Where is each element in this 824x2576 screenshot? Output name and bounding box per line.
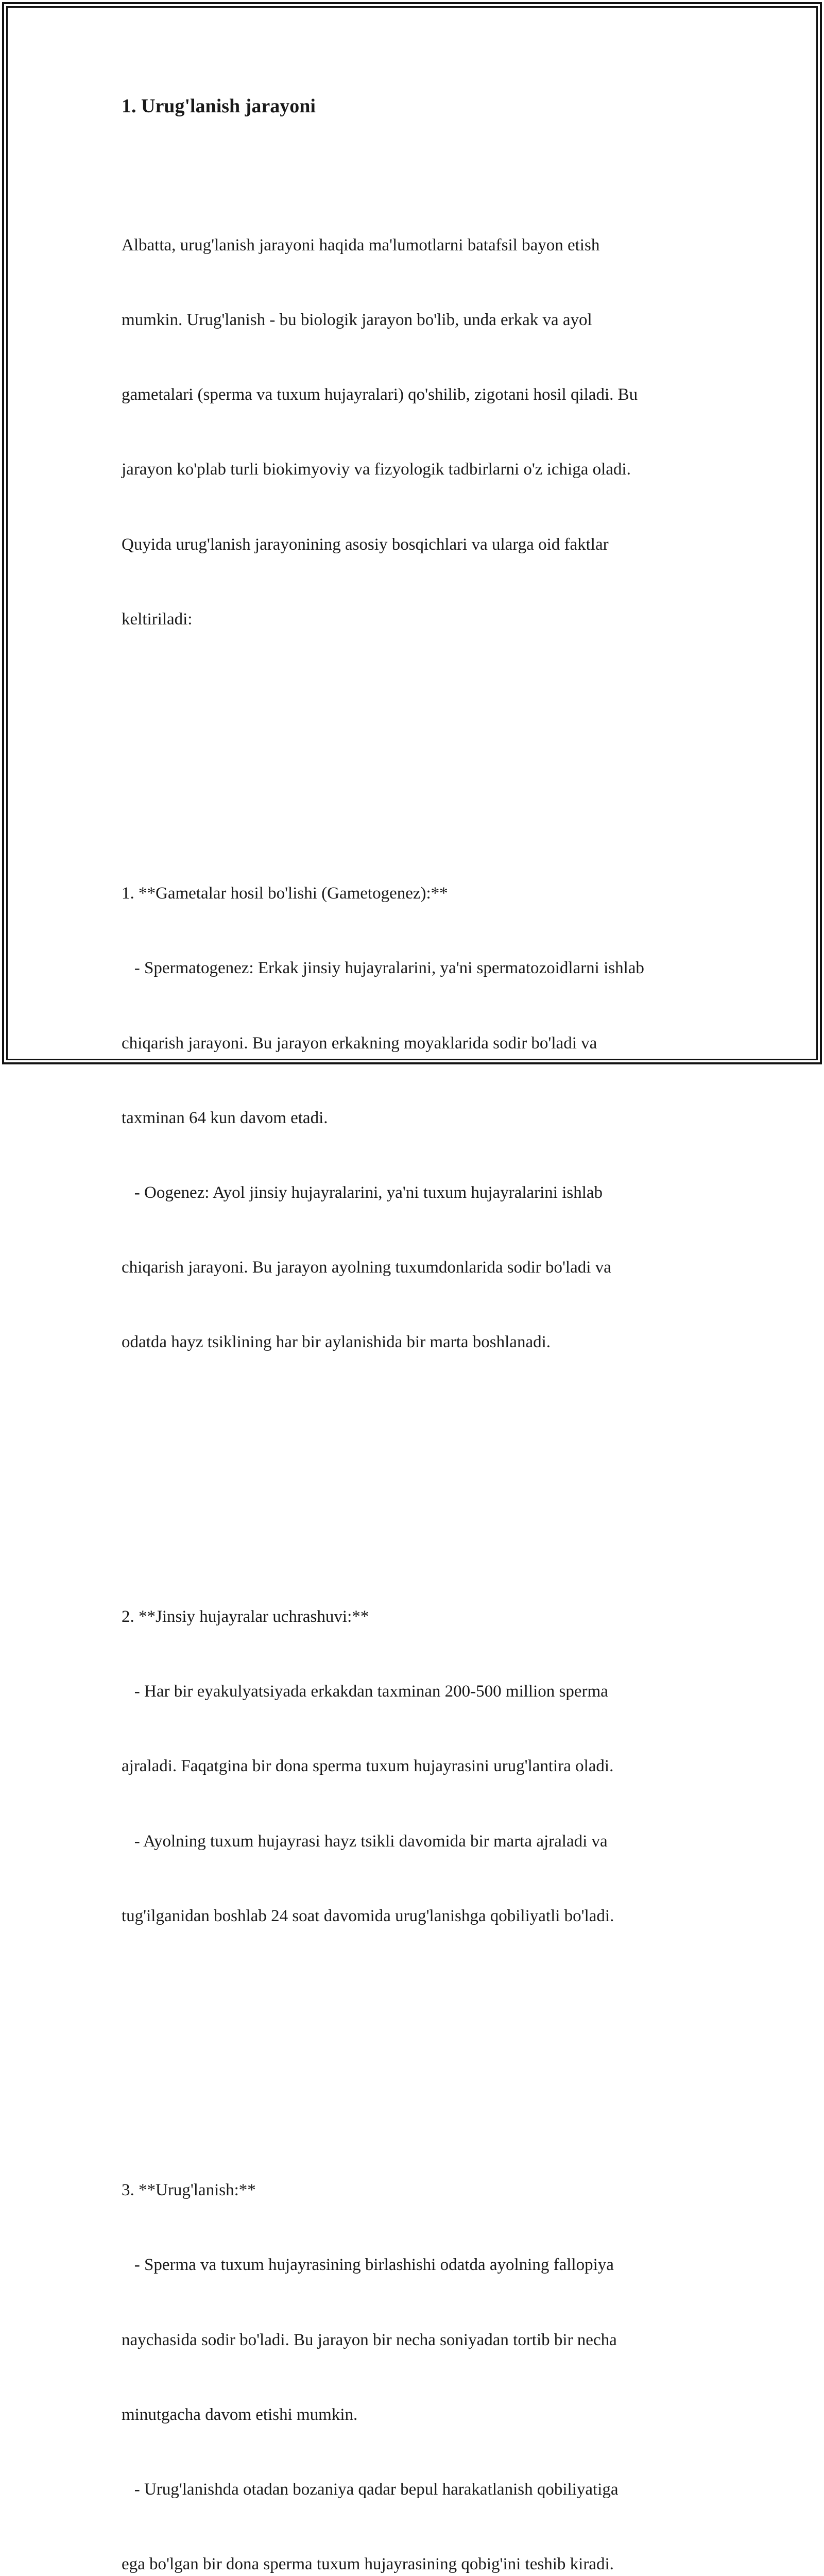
text-line: ega bo'lgan bir dona sperma tuxum hujayrasining qobig'ini teshib kiradi.	[122, 2555, 614, 2574]
paragraph-gap	[122, 2028, 729, 2053]
text-line: taxminan 64 kun davom etadi.	[122, 1108, 328, 1127]
paragraph-gap	[122, 1455, 729, 1480]
text-line: - Spermatogenez: Erkak jinsiy hujayralarini, ya'ni spermatozoidlarni ishlab	[122, 959, 644, 978]
text-line: - Har bir eyakulyatsiyada erkakdan taxminan 200-500 million sperma	[122, 1682, 608, 1701]
text-line: mumkin. Urug'lanish - bu biologik jarayon bo'lib, unda erkak va ayol	[122, 310, 592, 329]
paragraph-gap	[122, 732, 729, 756]
text-line: ajraladi. Faqatgina bir dona sperma tuxum hujayrasini urug'lantira oladi.	[122, 1757, 614, 1776]
text-line: - Urug'lanishda otadan bozaniya qadar bepul harakatlanish qobiliyatiga	[122, 2480, 619, 2499]
section-title: 3. **Urug'lanish:**	[122, 2181, 256, 2200]
document-text	[122, 133, 729, 2576]
section-gamete-meeting	[122, 1554, 729, 1978]
document-body	[122, 95, 729, 2576]
text-line: - Sperma va tuxum hujayrasining birlashishi odatda ayolning fallopiya	[122, 2256, 614, 2275]
text-line: Albatta, urug'lanish jarayoni haqida ma'lumotlarni batafsil bayon etish	[122, 235, 600, 255]
text-line: chiqarish jarayoni. Bu jarayon ayolning tuxumdonlarida sodir bo'ladi va	[122, 1258, 611, 1277]
text-line: tug'ilganidan boshlab 24 soat davomida urug'lanishga qobiliyatli bo'ladi.	[122, 1906, 614, 1925]
text-line: - Oogenez: Ayol jinsiy hujayralarini, ya'ni tuxum hujayralarini ishlab	[122, 1183, 603, 1202]
text-line: odatda hayz tsiklining har bir aylanishida bir marta boshlanadi.	[122, 1333, 551, 1352]
text-line: - Ayolning tuxum hujayrasi hayz tsikli davomida bir marta ajraladi va	[122, 1832, 608, 1851]
section-title: 1. **Gametalar hosil bo'lishi (Gametogenez):**	[122, 884, 448, 903]
text-line: naychasida sodir bo'ladi. Bu jarayon bir necha soniyadan tortib bir necha	[122, 2330, 617, 2349]
section-title: 2. **Jinsiy hujayralar uchrashuvi:**	[122, 1607, 369, 1626]
document-heading: 1. Urug'lanish jarayoni	[122, 95, 316, 117]
intro-paragraph	[122, 183, 729, 682]
section-fertilization	[122, 2128, 729, 2576]
section-gametogenesis	[122, 831, 729, 1404]
text-line: keltiriladi:	[122, 609, 193, 629]
text-line: chiqarish jarayoni. Bu jarayon erkakning moyaklarida sodir bo'ladi va	[122, 1033, 597, 1053]
text-line: jarayon ko'plab turli biokimyoviy va fizyologik tadbirlarni o'z ichiga oladi.	[122, 460, 631, 479]
text-line: Quyida urug'lanish jarayonining asosiy bosqichlari va ularga oid faktlar	[122, 535, 609, 554]
text-line: gametalari (sperma va tuxum hujayralari) qo'shilib, zigotani hosil qiladi. Bu	[122, 385, 638, 404]
text-line: minutgacha davom etishi mumkin.	[122, 2405, 358, 2424]
